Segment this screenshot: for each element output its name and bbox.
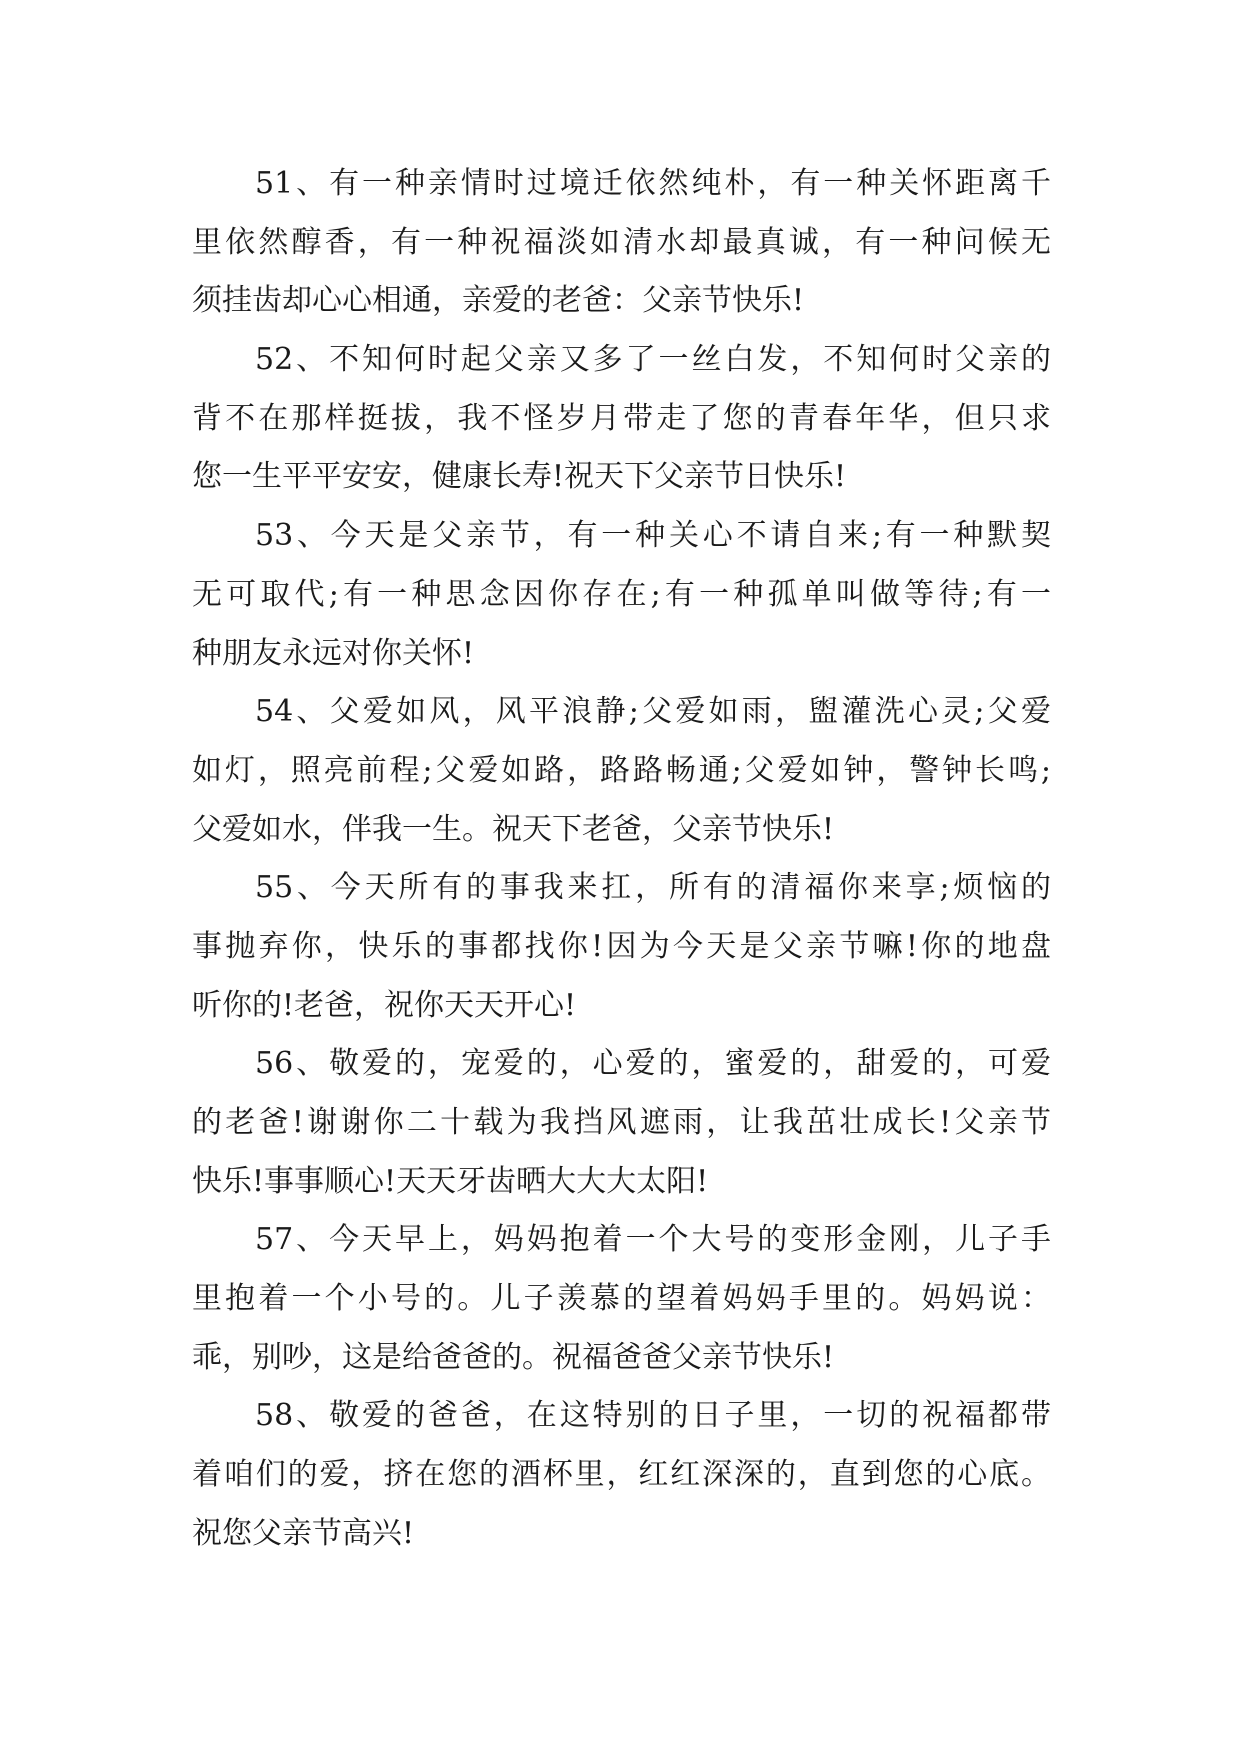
text-line: 58、敬爱的爸爸，在这特别的日子里，一切的祝福都带 (255, 1398, 1051, 1434)
text-line: 种朋友永远对你关怀! (192, 635, 475, 671)
text-line: 祝您父亲节高兴! (192, 1515, 415, 1551)
text-line: 55、今天所有的事我来扛，所有的清福你来享;烦恼的 (255, 870, 1051, 906)
text-line: 56、敬爱的，宠爱的，心爱的，蜜爱的，甜爱的，可爱 (255, 1046, 1051, 1082)
text-line: 里依然醇香，有一种祝福淡如清水却最真诚，有一种问候无 (192, 224, 1051, 260)
text-line: 无可取代;有一种思念因你存在;有一种孤单叫做等待;有一 (192, 576, 1051, 612)
text-line: 快乐!事事顺心!天天牙齿晒大大大太阳! (192, 1163, 709, 1199)
text-line: 着咱们的爱，挤在您的酒杯里，红红深深的，直到您的心底。 (192, 1457, 1051, 1493)
text-line: 事抛弃你，快乐的事都找你!因为今天是父亲节嘛!你的地盘 (192, 928, 1051, 964)
paragraph-52 (192, 331, 1051, 507)
text-line: 背不在那样挺拔，我不怪岁月带走了您的青春年华，但只求 (192, 400, 1051, 436)
paragraph-58 (192, 1387, 1051, 1563)
text-line: 54、父爱如风，风平浪静;父爱如雨，盥灌洗心灵;父爱 (255, 694, 1051, 730)
paragraph-57 (192, 1211, 1051, 1387)
text-line: 51、有一种亲情时过境迁依然纯朴，有一种关怀距离千 (255, 166, 1051, 201)
text-line: 听你的!老爸，祝你天天开心! (192, 987, 577, 1023)
paragraph-51 (192, 155, 1051, 331)
text-line: 57、今天早上，妈妈抱着一个大号的变形金刚，儿子手 (255, 1222, 1051, 1258)
text-line: 53、今天是父亲节，有一种关心不请自来;有一种默契 (255, 518, 1051, 554)
text-line: 乖，别吵，这是给爸爸的。祝福爸爸父亲节快乐! (192, 1339, 835, 1375)
text-line: 您一生平平安安，健康长寿!祝天下父亲节日快乐! (192, 459, 847, 495)
text-line: 须挂齿却心心相通，亲爱的老爸：父亲节快乐! (192, 283, 805, 319)
text-line: 52、不知何时起父亲又多了一丝白发，不知何时父亲的 (255, 342, 1051, 378)
text-line: 的老爸!谢谢你二十载为我挡风遮雨，让我茁壮成长!父亲节 (192, 1105, 1051, 1140)
paragraph-55 (192, 859, 1051, 1035)
document-body (192, 155, 1051, 1564)
text-line: 父爱如水，伴我一生。祝天下老爸，父亲节快乐! (192, 811, 835, 847)
text-line: 如灯，照亮前程;父爱如路，路路畅通;父爱如钟，警钟长鸣; (192, 752, 1051, 788)
text-line: 里抱着一个小号的。儿子羡慕的望着妈妈手里的。妈妈说： (192, 1281, 1051, 1317)
paragraph-53 (192, 507, 1051, 683)
paragraph-54 (192, 683, 1051, 859)
paragraph-56 (192, 1035, 1051, 1211)
